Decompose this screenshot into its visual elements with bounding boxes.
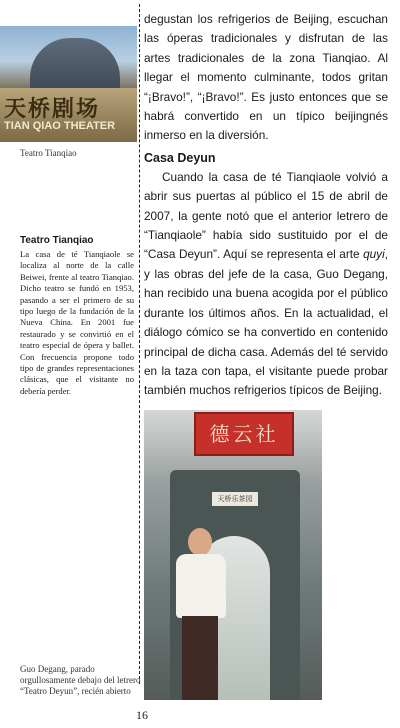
figure-head — [188, 528, 212, 556]
figure-legs — [182, 616, 218, 700]
sidebar-box — [20, 235, 134, 397]
main-paragraph-2 — [144, 168, 388, 401]
section-heading-casa-deyun: Casa Deyun — [144, 150, 216, 165]
column-divider — [139, 4, 140, 684]
top-photo-caption: Teatro Tianqiao — [20, 148, 77, 158]
sidebar-body: La casa de té Tianqiaole se localiza al norte de la calle Beiwei, frente al teatro Tianqiao. Dicho teatro se fundó en 1953, pasando a ser el primero de su tipo luego de la fundación de la Nueva China. En 2001 fue restaurado y se convirtió en el teatro especial de ópera y ballet. Con frecuencia propone todo tipo de grandes representaciones clásicas, que el visitante no debería perder. — [20, 249, 134, 396]
page-number: 16 — [136, 708, 148, 722]
guo-degang-figure — [174, 528, 230, 700]
sidebar-heading: Teatro Tianqiao — [20, 235, 94, 246]
para2-quyi: quyi — [363, 247, 385, 262]
theater-sign-chars: 天桥剧场 — [4, 96, 101, 122]
figure-torso — [176, 554, 226, 618]
theater-sign-latin: TIAN QIAO THEATER — [4, 120, 116, 132]
bottom-photo-caption: Guo Degang, parado orgullosamente debajo del letrero “Teatro Deyun”, recién abierto — [20, 664, 141, 696]
gate-plaque: 天桥乐茶园 — [212, 492, 258, 506]
main-text-column — [144, 10, 388, 401]
main-paragraph-1: degustan los refrigerios de Beijing, escuchan las óperas tradicionales y disfrutan de las artes tradicionales de la zona Tianqiao. Al llegar el momento culminante, todos gritan “¡Bravo!”, “¡Bravo!”. Es justo entonces que se habrá convertido en un típico beijingnés inmerso en la diversión. — [144, 12, 388, 143]
para2-part-b: , y las obras del jefe de la casa, Guo Degang, han recibido una buena acogida por el público durante los últimos años. En la actualidad, el diálogo cómico se ha convertido en contenido principal de dicha casa. Además del té servido en la taza con tapa, el visitante puede probar también muchos refrigerios típicos de Beijing. — [144, 247, 388, 398]
guo-degang-photo — [144, 410, 322, 700]
para2-part-a: Cuando la casa de té Tianqiaole volvió a abrir sus puertas al público el 15 de abril de 2007, la gente notó que el anterior letrero de “Tianqiaole” había sido sustituido por el de “Casa Deyun”. Aquí se representa el arte — [144, 169, 388, 262]
tianqiao-theater-photo — [0, 26, 137, 142]
deyun-red-sign — [194, 412, 294, 456]
deyun-sign-chars: 德云社 — [209, 422, 279, 446]
